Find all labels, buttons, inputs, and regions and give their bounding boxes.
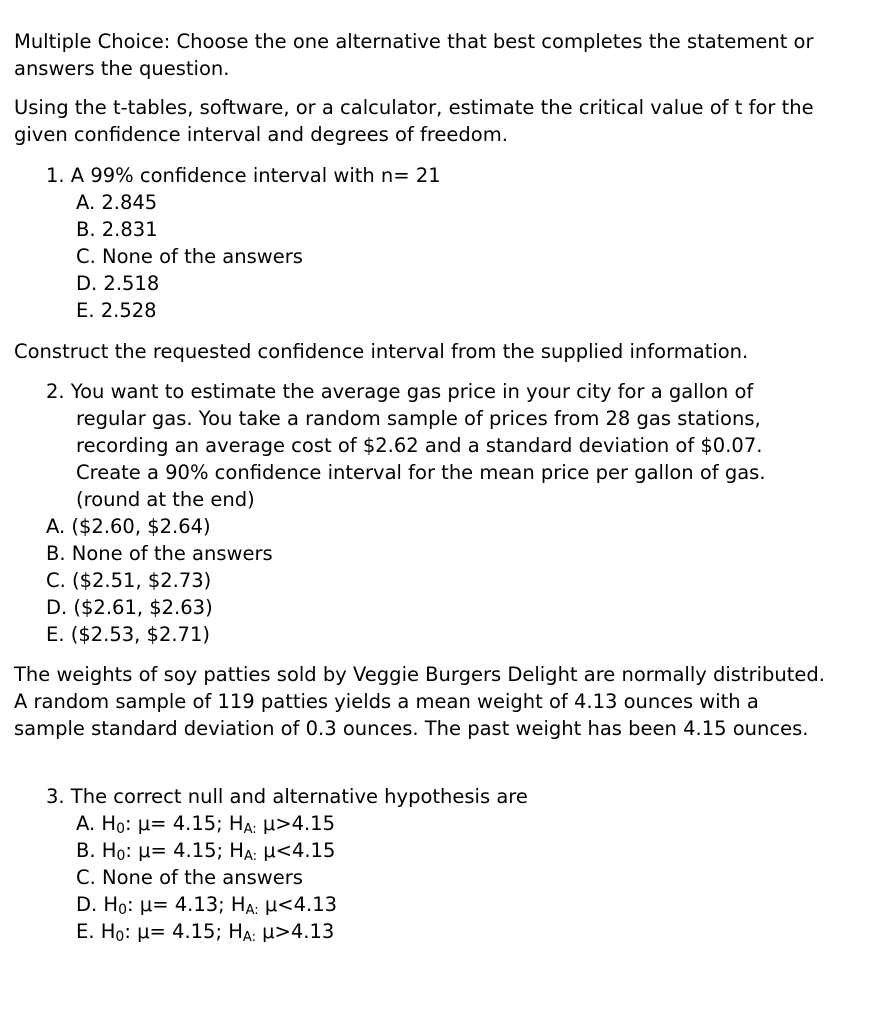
question-2-stem-line: 2. You want to estimate the average gas price in your city for a gallon of	[46, 380, 754, 403]
multiple-choice-instructions: Multiple Choice: Choose the one alternative that best completes the statement or answers the question.	[14, 30, 814, 80]
alt-hypothesis-symbol: H	[230, 893, 246, 916]
question-1-option-e: E. 2.528	[76, 299, 157, 322]
null-subscript: 0	[116, 848, 126, 864]
option-letter: B.	[76, 839, 96, 862]
option-letter: A.	[76, 812, 96, 835]
null-hypothesis-value: : μ= 4.13;	[127, 893, 231, 916]
alt-subscript: A:	[245, 903, 259, 918]
alt-hypothesis-value: μ>4.13	[255, 920, 335, 943]
null-hypothesis-symbol: H	[101, 812, 117, 835]
option-letter: E.	[76, 920, 95, 943]
question-1-option-d: D. 2.518	[76, 272, 160, 295]
alt-hypothesis-value: μ>4.15	[256, 812, 335, 835]
null-subscript: 0	[115, 929, 125, 945]
question-3-option-e	[76, 918, 334, 945]
null-hypothesis-value: : μ= 4.15;	[125, 812, 229, 835]
question-2-stem-line: regular gas. You take a random sample of prices from 28 gas stations,	[76, 407, 761, 430]
null-subscript: 0	[116, 821, 125, 837]
null-hypothesis-value: : μ= 4.15;	[124, 920, 229, 943]
null-hypothesis-symbol: H	[103, 893, 119, 916]
question-3-stem: 3. The correct null and alternative hypothesis are	[46, 785, 528, 808]
alt-hypothesis-symbol: H	[228, 920, 243, 943]
option-letter: D.	[76, 893, 98, 916]
question-1-option-a: A. 2.845	[76, 191, 158, 214]
question-3-option-d	[76, 891, 337, 918]
null-hypothesis-symbol: H	[100, 920, 116, 943]
option-text: None of the answers	[102, 866, 303, 889]
question-2-option-c: C. ($2.51, $2.73)	[46, 569, 212, 592]
question-2-option-a: A. ($2.60, $2.64)	[46, 515, 211, 538]
question-1-option-c: C. None of the answers	[76, 245, 303, 268]
question-2-option-d: D. ($2.61, $2.63)	[46, 596, 213, 619]
question-2-option-e: E. ($2.53, $2.71)	[46, 623, 210, 646]
question-1-option-b: B. 2.831	[76, 218, 158, 241]
null-subscript: 0	[118, 902, 128, 918]
alt-hypothesis-symbol: H	[228, 812, 244, 835]
question-3-option-b	[76, 837, 335, 864]
null-hypothesis-value: : μ= 4.15;	[125, 839, 230, 862]
option-letter: C.	[76, 866, 96, 889]
alt-hypothesis-value: μ<4.15	[257, 839, 336, 862]
question-2-stem-line: (round at the end)	[76, 488, 255, 511]
question-1-stem: 1. A 99% confidence interval with n= 21	[46, 164, 441, 187]
question-2-option-b: B. None of the answers	[46, 542, 273, 565]
null-hypothesis-symbol: H	[101, 839, 117, 862]
section2-intro: Construct the requested confidence interval from the supplied information.	[14, 340, 749, 363]
question-3-option-a	[76, 810, 335, 837]
question-3-option-c	[76, 864, 303, 891]
question-2-stem-line: Create a 90% confidence interval for the mean price per gallon of gas.	[76, 461, 766, 484]
section3-intro: The weights of soy patties sold by Veggie Burgers Delight are normally distributed. A random sample of 119 patties yields a mean weight of 4.13 ounces with a sample standard deviation of 0.3 ounces. The past weight has been 4.15 ounces.	[14, 663, 825, 740]
question-2-stem-line: recording an average cost of $2.62 and a standard deviation of $0.07.	[76, 434, 763, 457]
alt-subscript: A:	[242, 930, 256, 945]
section1-intro: Using the t-tables, software, or a calculator, estimate the critical value of t for the given confidence interval and degrees of freedom.	[14, 96, 814, 146]
alt-hypothesis-value: μ<4.13	[258, 893, 338, 916]
alt-subscript: A:	[243, 849, 257, 864]
alt-subscript: A:	[243, 822, 257, 837]
alt-hypothesis-symbol: H	[229, 839, 244, 862]
